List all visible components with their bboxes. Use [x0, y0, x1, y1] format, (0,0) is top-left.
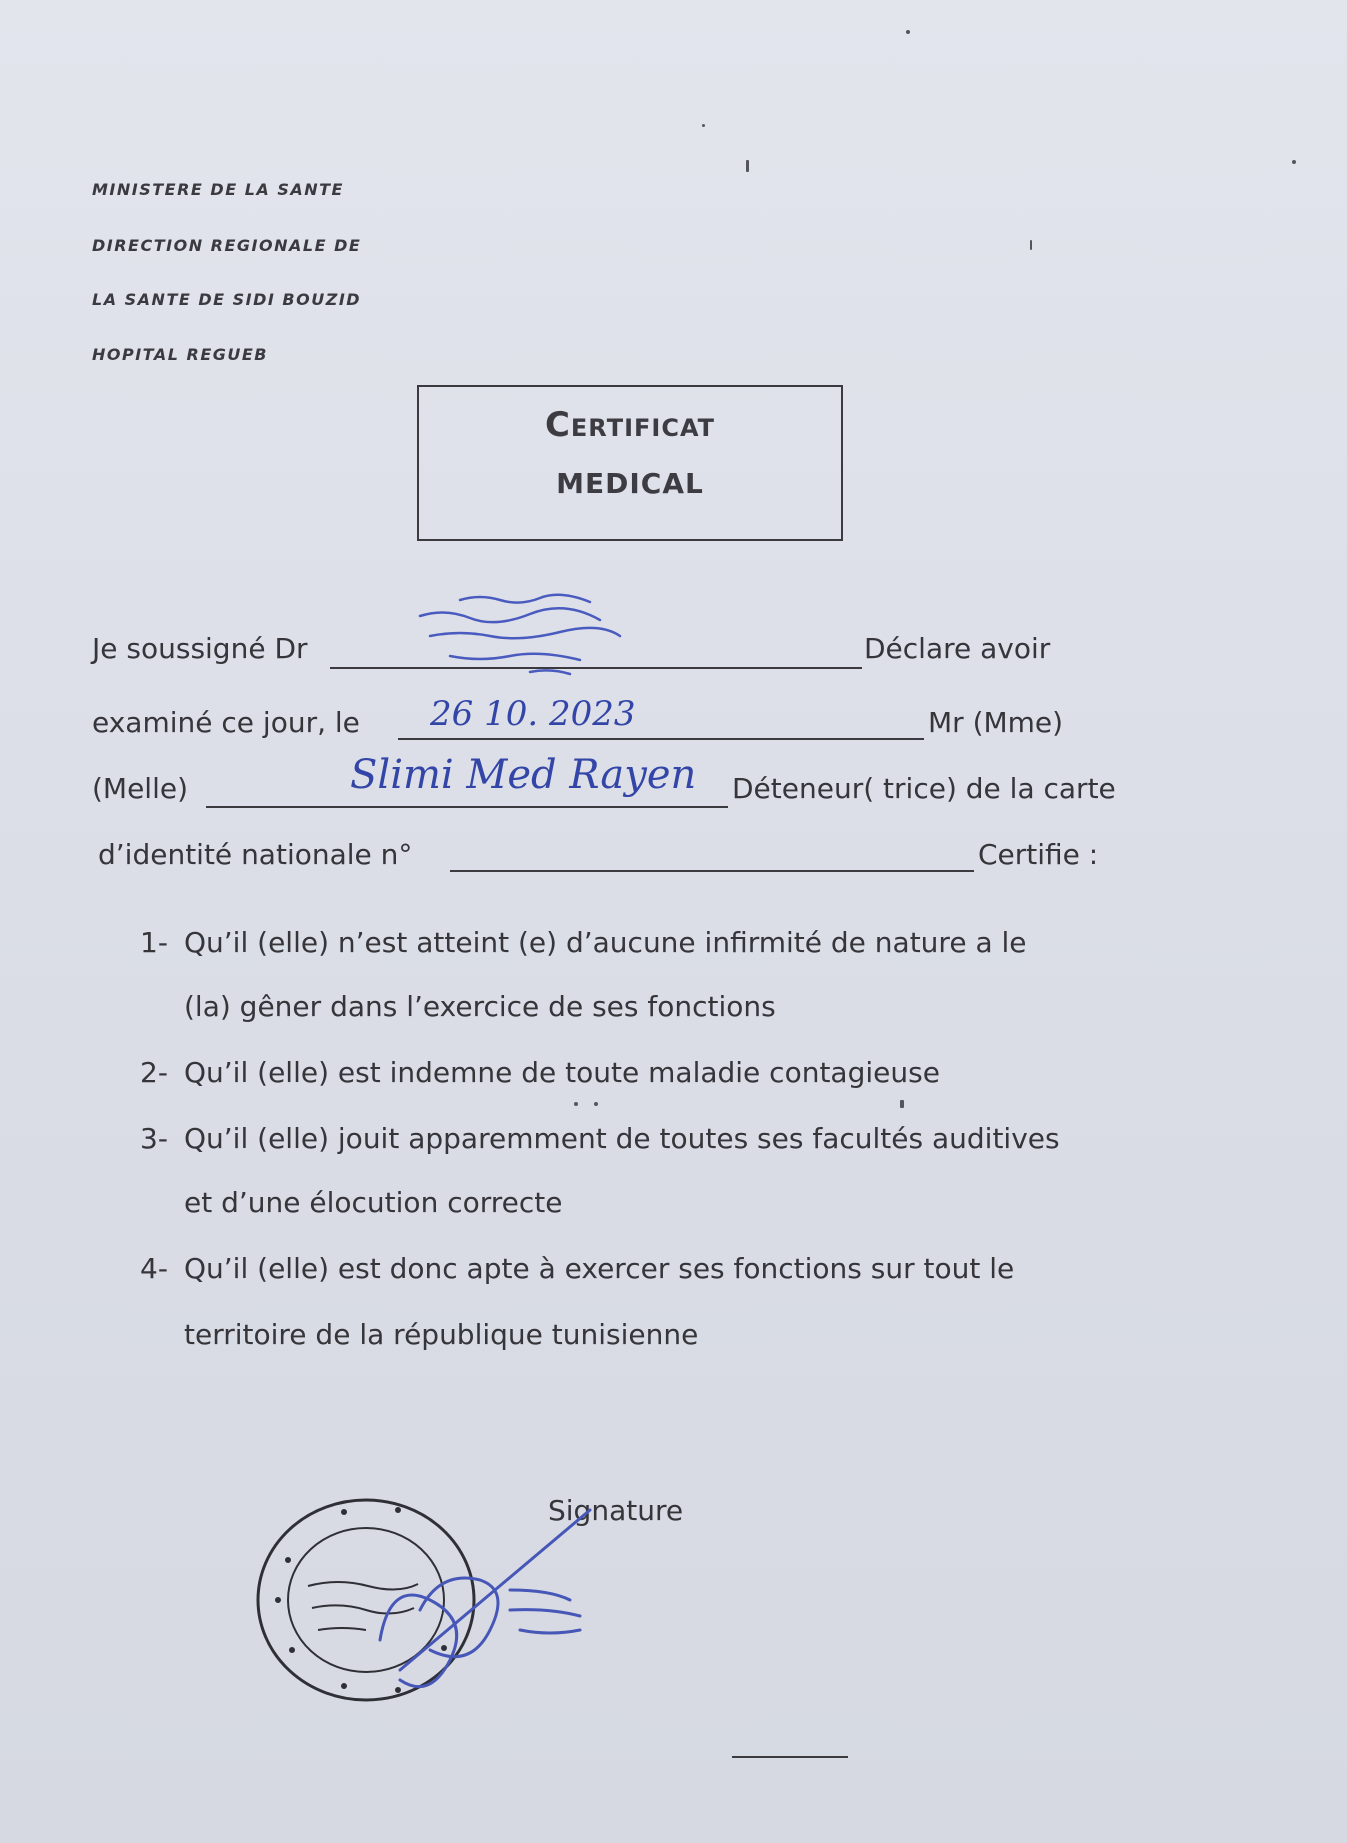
item-3-text: Qu’il (elle) jouit apparemment de toutes ses facultés auditives	[184, 1122, 1060, 1155]
speck	[594, 1102, 598, 1106]
header-direction: DIRECTION REGIONALE DE	[92, 236, 362, 255]
item-4-number: 4-	[140, 1252, 168, 1285]
header-region: LA SANTE DE SIDI BOUZID	[92, 290, 362, 309]
item-3-text-cont: et d’une élocution correcte	[184, 1186, 563, 1219]
speck	[1030, 240, 1032, 250]
title-mr-mme: Mr (Mme)	[928, 706, 1064, 739]
id-number-line	[450, 870, 974, 872]
item-1-text: Qu’il (elle) n’est atteint (e) d’aucune infirmité de nature a le	[184, 926, 1027, 959]
exam-date-line	[398, 738, 924, 740]
speck	[900, 1100, 904, 1108]
bottom-dash	[732, 1756, 848, 1758]
item-4-text-cont: territoire de la république tunisienne	[184, 1318, 699, 1351]
speck	[906, 30, 910, 34]
patient-name-value: Slimi Med Rayen	[350, 752, 697, 798]
speck	[746, 160, 749, 172]
title-box	[417, 385, 843, 541]
item-3-number: 3-	[140, 1122, 168, 1155]
holder-label: Déteneur( trice) de la carte	[732, 772, 1116, 805]
title-medical: MEDICAL	[556, 467, 704, 500]
intro-label: Je soussigné Dr	[92, 632, 308, 665]
exam-date-label: examiné ce jour, le	[92, 706, 360, 739]
speck	[1292, 160, 1296, 164]
item-1-number: 1-	[140, 926, 168, 959]
declare-label: Déclare avoir	[864, 632, 1051, 665]
speck	[702, 124, 705, 127]
patient-name-line	[206, 806, 728, 808]
title-certificat: Certificat	[544, 405, 716, 445]
title-melle: (Melle)	[92, 772, 189, 805]
item-2-number: 2-	[140, 1056, 168, 1089]
speck	[574, 1102, 578, 1106]
doctor-name-line	[330, 667, 862, 669]
header-ministry: MINISTERE DE LA SANTE	[92, 180, 344, 199]
certify-label: Certifie :	[978, 838, 1099, 871]
item-4-text: Qu’il (elle) est donc apte à exercer ses fonctions sur tout le	[184, 1252, 1015, 1285]
id-number-label: d’identité nationale n°	[98, 838, 413, 871]
signature-scribble	[360, 1500, 660, 1700]
exam-date-value: 26 10. 2023	[430, 694, 636, 734]
doctor-stamp	[410, 580, 650, 690]
header-hospital: HOPITAL REGUEB	[92, 345, 268, 364]
item-1-text-cont: (la) gêner dans l’exercice de ses fonctions	[184, 990, 776, 1023]
signature-label: Signature	[548, 1494, 684, 1527]
item-2-text: Qu’il (elle) est indemne de toute maladie contagieuse	[184, 1056, 940, 1089]
